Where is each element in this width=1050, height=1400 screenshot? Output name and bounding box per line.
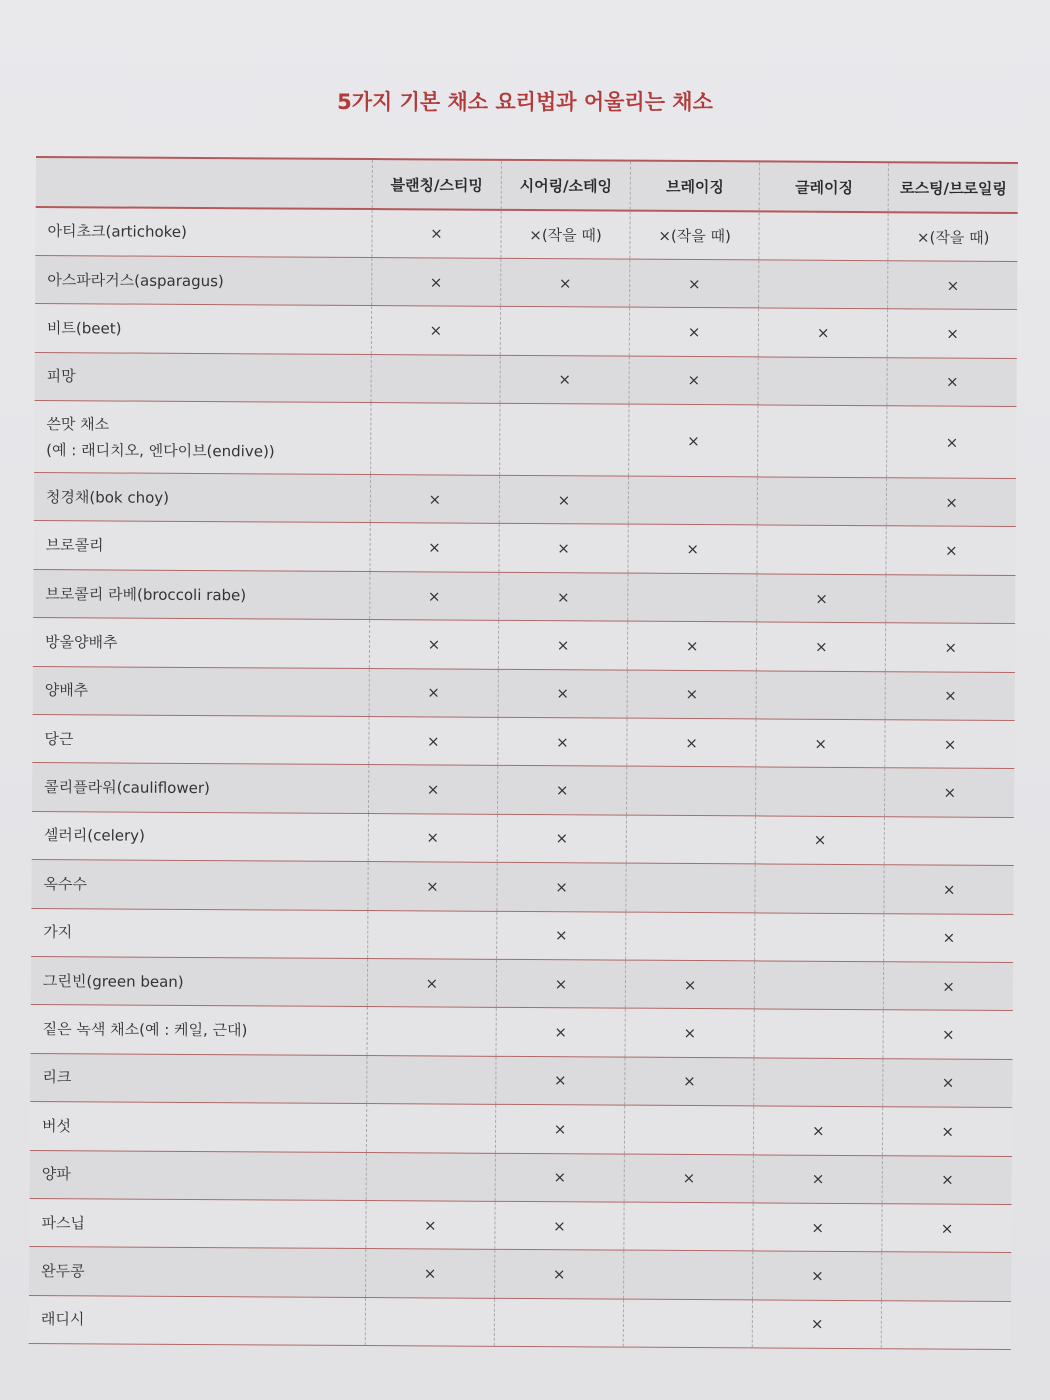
- header-method: 브레이징: [630, 161, 759, 212]
- method-mark-cell: [882, 1252, 1011, 1301]
- vegetable-name-text: 양배추: [44, 681, 89, 700]
- method-mark-cell: [629, 404, 759, 477]
- method-mark-cell: [885, 671, 1014, 720]
- method-mark-cell: [757, 477, 886, 526]
- method-mark-cell: [882, 1204, 1011, 1253]
- method-mark-cell: [888, 212, 1017, 261]
- method-mark-cell: [501, 258, 630, 307]
- vegetable-name: [35, 304, 372, 354]
- vegetable-name-text: 당근: [44, 729, 74, 748]
- method-mark: ×: [428, 538, 441, 557]
- method-mark-cell: [883, 1010, 1012, 1059]
- method-mark-cell: [888, 261, 1017, 310]
- method-mark-cell: [627, 670, 756, 719]
- method-mark-cell: [494, 1298, 623, 1347]
- method-mark-cell: [883, 1058, 1012, 1107]
- method-mark: ×: [555, 781, 569, 800]
- method-mark-cell: [626, 912, 755, 961]
- method-mark: ×(작을 때): [658, 226, 731, 246]
- vegetable-name: [35, 255, 372, 305]
- method-mark-cell: [755, 816, 884, 865]
- method-mark: ×: [811, 1266, 824, 1285]
- header-vegetable: [36, 157, 373, 209]
- vegetable-name: [29, 1295, 366, 1345]
- method-mark: ×: [946, 324, 959, 343]
- method-mark: ×: [555, 878, 568, 897]
- method-mark-cell: [753, 1251, 882, 1300]
- method-mark-cell: [371, 306, 500, 355]
- vegetable-name-text: 양파: [41, 1165, 71, 1184]
- method-mark-cell: [754, 1009, 883, 1058]
- method-mark: ×: [944, 686, 957, 705]
- method-mark-cell: [627, 767, 756, 816]
- method-mark: ×: [815, 589, 828, 608]
- method-mark-cell: [885, 816, 1014, 865]
- method-mark: ×: [686, 540, 700, 559]
- method-mark: ×: [427, 586, 441, 606]
- method-mark: ×: [427, 683, 440, 702]
- table-row: [31, 956, 1013, 1010]
- method-mark-cell: [626, 815, 755, 864]
- method-mark: ×: [942, 880, 956, 899]
- vegetable-name-text: 아스파라거스(asparagus): [47, 270, 224, 290]
- method-mark-cell: [882, 1300, 1011, 1349]
- header-method: 글레이징: [759, 161, 888, 212]
- method-mark-cell: [367, 1055, 496, 1104]
- method-mark: ×: [945, 372, 959, 391]
- method-mark-cell: [497, 766, 626, 815]
- vegetable-name: [32, 763, 369, 813]
- method-mark: ×: [426, 780, 440, 799]
- vegetable-name: [33, 569, 370, 619]
- method-mark: ×: [553, 1216, 566, 1235]
- method-mark: ×: [556, 732, 569, 751]
- method-mark: ×: [429, 272, 443, 292]
- table-row: [34, 473, 1016, 527]
- method-mark: ×: [556, 587, 570, 606]
- method-mark-cell: [370, 403, 500, 476]
- method-mark-cell: [755, 961, 884, 1010]
- method-mark-cell: [625, 960, 754, 1009]
- method-mark: ×: [553, 1120, 567, 1139]
- table-row: [35, 255, 1017, 309]
- method-mark: ×: [942, 928, 956, 947]
- method-mark: ×: [814, 637, 828, 656]
- method-mark-cell: [366, 1200, 495, 1249]
- method-mark-cell: [759, 260, 888, 309]
- vegetable-name: [31, 956, 368, 1006]
- page-title: 5가지 기본 채소 요리법과 어울리는 채소: [337, 90, 713, 114]
- method-mark: ×: [946, 276, 960, 295]
- method-mark-cell: [756, 719, 885, 768]
- method-mark-cell: [624, 1250, 753, 1299]
- method-mark-cell: [365, 1297, 494, 1346]
- method-mark: ×: [557, 490, 571, 510]
- vegetable-name: [29, 1247, 366, 1297]
- method-mark-cell: [371, 257, 500, 306]
- vegetable-name-text: 버섯: [42, 1116, 72, 1136]
- method-mark-cell: [886, 575, 1015, 624]
- method-mark: ×: [813, 831, 827, 850]
- table-row: [31, 860, 1013, 914]
- method-mark: ×: [810, 1315, 824, 1334]
- method-mark-cell: [758, 405, 888, 478]
- table-row: [31, 1005, 1013, 1059]
- method-mark-cell: [883, 1107, 1012, 1156]
- method-mark-cell: [366, 1152, 495, 1201]
- table-row: [33, 569, 1015, 623]
- vegetable-name-text: 리크: [42, 1068, 72, 1087]
- vegetable-name: [30, 1102, 367, 1152]
- method-mark-cell: [496, 1008, 625, 1057]
- method-mark-cell: [496, 1056, 625, 1105]
- method-mark: ×: [687, 371, 701, 390]
- method-mark-cell: [884, 913, 1013, 962]
- method-mark: ×: [555, 829, 569, 848]
- method-mark-cell: [370, 475, 499, 524]
- vegetable-name-text: 래디시: [40, 1310, 85, 1329]
- header-method: 시어링/소테잉: [501, 160, 630, 211]
- method-mark-cell: [756, 767, 885, 816]
- vegetable-name-example: (예 : 래디치오, 엔다이브(endive)): [46, 440, 275, 461]
- method-mark: ×: [941, 1170, 954, 1189]
- method-mark-cell: [755, 912, 884, 961]
- method-mark-cell: [628, 476, 757, 525]
- method-mark-cell: [630, 259, 759, 308]
- method-mark-cell: [884, 962, 1013, 1011]
- method-mark: ×: [687, 322, 701, 342]
- method-mark-cell: [366, 1104, 495, 1153]
- method-mark: ×: [558, 273, 572, 292]
- method-mark-cell: [885, 720, 1014, 769]
- method-mark: ×: [942, 977, 955, 996]
- table-row: [33, 666, 1015, 720]
- method-mark: ×: [682, 1169, 696, 1188]
- method-mark: ×: [426, 732, 440, 751]
- vegetable-name-text: 완두콩: [41, 1262, 85, 1281]
- method-mark-cell: [757, 622, 886, 671]
- vegetable-name: [33, 666, 370, 716]
- method-mark-cell: [495, 1104, 624, 1153]
- method-mark: ×: [688, 274, 701, 293]
- method-mark-cell: [885, 768, 1014, 817]
- method-mark: ×: [945, 493, 958, 512]
- method-mark: ×: [554, 1023, 568, 1042]
- vegetable-name: [30, 1053, 367, 1103]
- vegetable-name-text: 셀러리(celery): [43, 826, 145, 846]
- table-row: [29, 1198, 1011, 1252]
- vegetable-name-text: 그린빈(green bean): [42, 971, 184, 991]
- method-mark: ×: [554, 974, 568, 993]
- method-mark-cell: [494, 1250, 623, 1299]
- method-mark-cell: [501, 210, 630, 259]
- method-mark-cell: [500, 403, 630, 476]
- method-mark: ×: [427, 635, 441, 654]
- vegetable-name: [31, 860, 368, 910]
- method-mark-cell: [368, 765, 497, 814]
- method-mark-cell: [884, 865, 1013, 914]
- vegetable-name: [35, 352, 372, 402]
- method-mark-cell: [368, 813, 497, 862]
- vegetable-name-text: 가지: [43, 923, 73, 942]
- method-mark: ×: [552, 1265, 566, 1284]
- vegetable-name: [34, 473, 371, 523]
- method-mark-cell: [628, 573, 757, 622]
- table-row: [30, 1053, 1012, 1107]
- method-mark-cell: [630, 211, 759, 260]
- method-mark-cell: [627, 718, 756, 767]
- table-header-row: [36, 157, 1018, 213]
- method-mark: ×: [685, 733, 698, 752]
- method-mark-cell: [629, 307, 758, 356]
- method-mark-cell: [758, 308, 887, 357]
- table-row: [35, 352, 1017, 406]
- method-mark: ×: [554, 1071, 567, 1090]
- method-mark: ×: [816, 323, 830, 342]
- vegetable-name-text: 브로콜리 라베(broccoli rabe): [45, 584, 247, 604]
- method-mark-cell: [498, 621, 627, 670]
- table-row: [29, 1295, 1011, 1349]
- method-mark-cell: [888, 309, 1017, 358]
- vegetable-name-text: 아티초크(artichoke): [47, 222, 187, 242]
- method-mark: ×: [426, 828, 440, 847]
- vegetable-name: [29, 1198, 366, 1248]
- table-row: [33, 618, 1015, 672]
- method-mark: ×: [553, 1168, 567, 1187]
- method-mark-cell: [495, 1153, 624, 1202]
- table-row: [34, 401, 1016, 479]
- method-mark: ×: [943, 783, 957, 802]
- method-mark-cell: [882, 1155, 1011, 1204]
- method-mark-cell: [759, 211, 888, 260]
- table-row: [35, 207, 1017, 261]
- header-method: 로스팅/브로일링: [889, 162, 1018, 213]
- method-mark-cell: [497, 814, 626, 863]
- method-mark: ×: [423, 1264, 437, 1283]
- vegetable-name: [33, 521, 370, 571]
- method-mark: ×: [426, 877, 439, 896]
- method-mark-cell: [887, 478, 1016, 527]
- method-mark: ×: [945, 433, 959, 452]
- method-mark-cell: [753, 1203, 882, 1252]
- method-mark-cell: [756, 671, 885, 720]
- method-mark-cell: [887, 406, 1017, 479]
- method-mark: ×: [557, 539, 570, 558]
- vegetable-name: [32, 715, 369, 765]
- method-mark-cell: [369, 668, 498, 717]
- method-mark: ×: [943, 735, 957, 754]
- method-mark-cell: [623, 1299, 752, 1348]
- method-mark-cell: [497, 911, 626, 960]
- method-mark-cell: [755, 864, 884, 913]
- method-mark-cell: [626, 863, 755, 912]
- table-row: [32, 763, 1014, 817]
- table-row: [31, 908, 1013, 962]
- method-mark-cell: [753, 1154, 882, 1203]
- vegetable-name: [35, 207, 372, 257]
- table-row: [32, 715, 1014, 769]
- vegetable-name-text: 비트(beet): [46, 319, 122, 338]
- method-mark-cell: [367, 959, 496, 1008]
- method-mark: ×: [811, 1121, 825, 1140]
- method-mark-cell: [624, 1202, 753, 1251]
- method-mark-cell: [625, 1057, 754, 1106]
- method-mark: ×: [556, 636, 570, 655]
- vegetable-name-text: 피망: [46, 367, 76, 386]
- method-mark-cell: [752, 1300, 881, 1349]
- method-mark-cell: [629, 356, 758, 405]
- method-mark-cell: [500, 307, 629, 356]
- method-mark-cell: [368, 862, 497, 911]
- method-mark-cell: [499, 475, 628, 524]
- vegetable-name: [32, 811, 369, 861]
- method-mark-cell: [886, 526, 1015, 575]
- method-mark-cell: [498, 669, 627, 718]
- method-mark: ×: [554, 926, 568, 945]
- method-mark-cell: [497, 863, 626, 912]
- table-row: [30, 1150, 1012, 1204]
- method-mark-cell: [367, 910, 496, 959]
- method-mark: ×: [687, 431, 700, 450]
- method-mark-cell: [500, 355, 629, 404]
- method-mark-cell: [495, 1201, 624, 1250]
- method-mark-cell: [887, 357, 1016, 406]
- method-mark-cell: [757, 525, 886, 574]
- method-mark-cell: [754, 1058, 883, 1107]
- method-mark-cell: [625, 1008, 754, 1057]
- method-mark-cell: [627, 621, 756, 670]
- method-mark-cell: [624, 1105, 753, 1154]
- method-mark: ×: [941, 1073, 955, 1093]
- method-mark-cell: [754, 1106, 883, 1155]
- method-mark: ×: [683, 1072, 696, 1091]
- method-mark-cell: [370, 571, 499, 620]
- vegetable-name-text: 콜리플라워(cauliflower): [44, 778, 210, 798]
- method-mark: ×: [683, 1024, 697, 1043]
- method-mark-cell: [498, 717, 627, 766]
- vegetable-name: [31, 908, 368, 958]
- method-mark: ×(작을 때): [529, 225, 602, 245]
- method-mark: ×: [940, 1219, 954, 1238]
- vegetable-method-table: [29, 156, 1018, 1350]
- method-mark-cell: [624, 1154, 753, 1203]
- method-mark-cell: [628, 525, 757, 574]
- method-mark: ×: [424, 1216, 437, 1235]
- method-mark-cell: [499, 524, 628, 573]
- method-mark-cell: [369, 620, 498, 669]
- method-mark: ×: [429, 321, 443, 340]
- method-mark: ×: [683, 975, 697, 994]
- method-mark: ×: [814, 734, 828, 753]
- method-mark: ×: [428, 490, 442, 509]
- method-mark: ×: [685, 636, 699, 655]
- header-method: 블랜칭/스티밍: [372, 159, 501, 210]
- vegetable-name-text: 청경채(bok choy): [45, 487, 170, 507]
- vegetable-name-text: 옥수수: [43, 874, 88, 894]
- table-row: [32, 811, 1014, 865]
- table-row: [35, 304, 1017, 358]
- method-mark-cell: [371, 354, 500, 403]
- method-mark: ×: [425, 974, 439, 993]
- method-mark: ×: [941, 1122, 955, 1141]
- vegetable-name: [34, 401, 371, 475]
- method-mark-cell: [499, 572, 628, 621]
- method-mark: ×: [941, 1025, 955, 1044]
- method-mark: ×: [685, 685, 699, 704]
- method-mark: ×: [556, 684, 570, 703]
- method-mark-cell: [365, 1249, 494, 1298]
- table-row: [33, 521, 1015, 575]
- vegetable-name-text: 방울양배추: [44, 632, 118, 652]
- method-mark: ×: [944, 541, 958, 560]
- vegetable-name: [33, 618, 370, 668]
- method-mark-cell: [367, 1007, 496, 1056]
- vegetable-name-text: 짙은 녹색 채소(예 : 케일, 근대): [42, 1020, 248, 1040]
- method-mark: ×: [811, 1218, 825, 1237]
- table-row: [30, 1102, 1012, 1156]
- method-mark-cell: [370, 523, 499, 572]
- method-mark: ×: [944, 638, 958, 657]
- vegetable-name: [31, 1005, 368, 1055]
- method-mark: ×: [811, 1169, 825, 1189]
- method-mark-cell: [758, 357, 887, 406]
- vegetable-name-text: 파스닙: [41, 1213, 86, 1232]
- method-mark-cell: [757, 574, 886, 623]
- method-mark-cell: [372, 209, 501, 258]
- method-mark-cell: [369, 717, 498, 766]
- vegetable-name-text: 브로콜리: [45, 536, 104, 555]
- method-mark-cell: [496, 959, 625, 1008]
- method-mark: ×: [558, 370, 571, 389]
- method-mark: ×(작을 때): [916, 228, 990, 247]
- vegetable-name: [30, 1150, 367, 1200]
- method-mark: ×: [430, 224, 443, 243]
- vegetable-name-text: 쓴맛 채소: [46, 414, 110, 434]
- method-mark-cell: [886, 623, 1015, 672]
- table-row: [29, 1247, 1011, 1301]
